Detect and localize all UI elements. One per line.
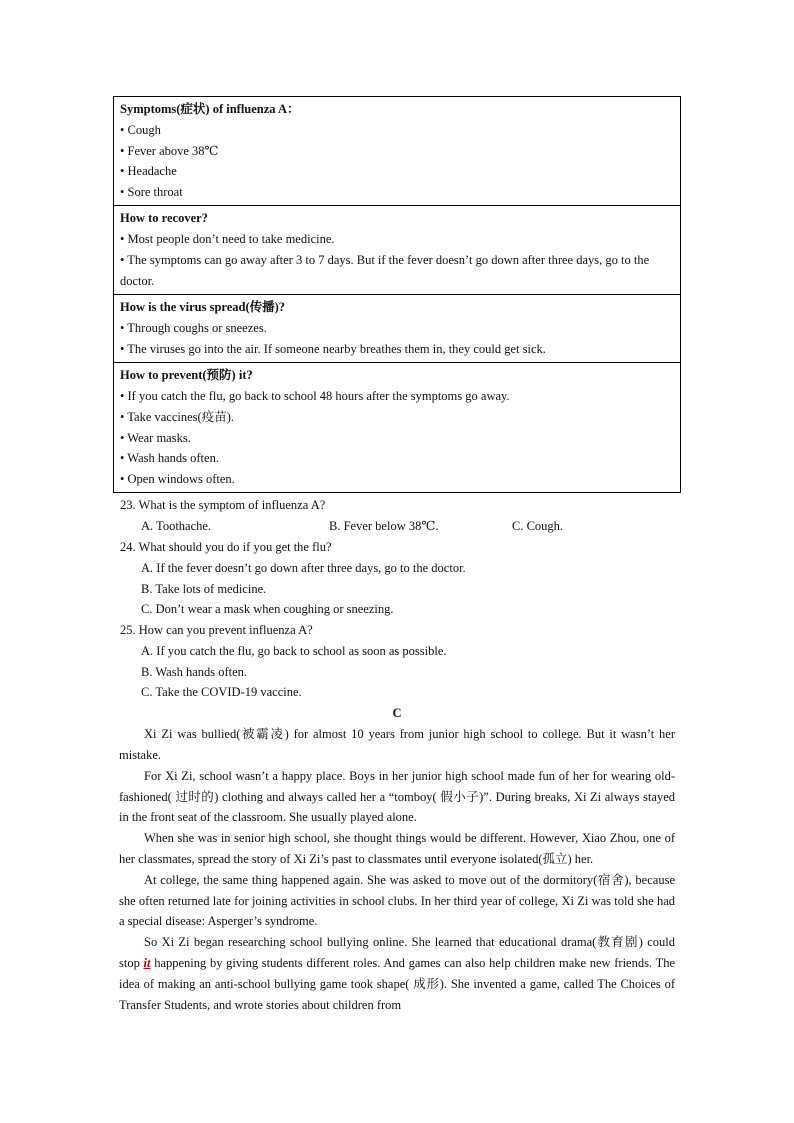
prevent-section [114,363,681,493]
paragraph-text: happening by giving students different roles. And games can also help children make new friends. The idea of making an anti-school bullying game took shape( 成形). She invented a game, called The Choices of Transfer Students, and wrote stories about children from [119,956,675,1012]
option-b: B. Wash hands often. [141,664,248,679]
question-text: 23. What is the symptom of influenza A? [120,498,326,513]
option-c: C. Don’t wear a mask when coughing or sneezing. [141,602,394,617]
list-item: • Wash hands often. [120,451,219,466]
question-24 [113,537,681,620]
passage-heading: C [392,706,402,721]
list-item: • If you catch the flu, go back to school 48 hours after the symptoms go away. [120,389,510,404]
flu-info-table [113,96,681,493]
list-item: • Most people don’t need to take medicine. [120,232,335,247]
paragraph: When she was in senior high school, she thought things would be different. However, Xiao Zhou, one of her classmates, spread the story of Xi Zi’s past to classmates until everyone isolated(孤立) her. [119,831,675,867]
symptoms-section [114,97,681,206]
section-title: How to recover? [120,211,208,226]
paragraph: For Xi Zi, school wasn’t a happy place. Boys in her junior high school made fun of her for wearing old-fashioned( 过时的) clothing and always called her a “tomboy( 假小子)”. During breaks, Xi Zi always stayed in the front seat of the classroom. She usually played alone. [119,768,675,825]
list-item: • The symptoms can go away after 3 to 7 days. But if the fever doesn’t go down after three days, go to the doctor. [120,252,650,288]
list-item: • Take vaccines(疫苗). [120,409,234,424]
list-item: • The viruses go into the air. If someone nearby breathes them in, they could get sick. [120,341,546,356]
list-item: • Sore throat [120,184,183,199]
question-text: 25. How can you prevent influenza A? [120,623,313,638]
question-23 [113,495,681,537]
spread-section [114,295,681,363]
option-b: B. Take lots of medicine. [141,581,267,596]
option-a: A. If the fever doesn’t go down after three days, go to the doctor. [141,560,466,575]
passage-body [113,724,681,1015]
option-a: A. Toothache. [141,519,212,534]
list-item: • Fever above 38℃ [120,143,219,158]
paragraph [113,932,681,1015]
section-title: How is the virus spread(传播)? [120,300,286,315]
option-c: C. Cough. [512,519,564,534]
option-a: A. If you catch the flu, go back to school as soon as possible. [141,643,447,658]
list-item: • Open windows often. [120,471,235,486]
paragraph-text: So Xi Zi began researching school bullying online. She learned that educational drama(教育剧) could stop [119,935,675,971]
list-item: • Through coughs or sneezes. [120,321,267,336]
highlighted-word: it [143,956,151,971]
option-c: C. Take the COVID-19 vaccine. [141,685,302,700]
question-text: 24. What should you do if you get the flu? [120,539,332,554]
question-25 [113,620,681,703]
document-page [113,96,681,1015]
section-title: How to prevent(预防) it? [120,368,253,383]
list-item: • Wear masks. [120,430,191,445]
list-item: • Cough [120,123,161,137]
recover-section [114,206,681,295]
option-b: B. Fever below 38℃. [329,519,439,534]
paragraph: Xi Zi was bullied(被霸凌) for almost 10 years from junior high school to college. But it wasn’t her mistake. [119,727,675,763]
section-title: Symptoms(症状) of influenza A： [120,102,300,116]
options-row [113,516,681,537]
list-item: • Headache [120,164,177,179]
paragraph: At college, the same thing happened again. She was asked to move out of the dormitory(宿舍), because she often returned late for joining activities in school clubs. In her third year of college, Xi Zi was told she had a special disease: Asperger’s syndrome. [119,872,675,929]
